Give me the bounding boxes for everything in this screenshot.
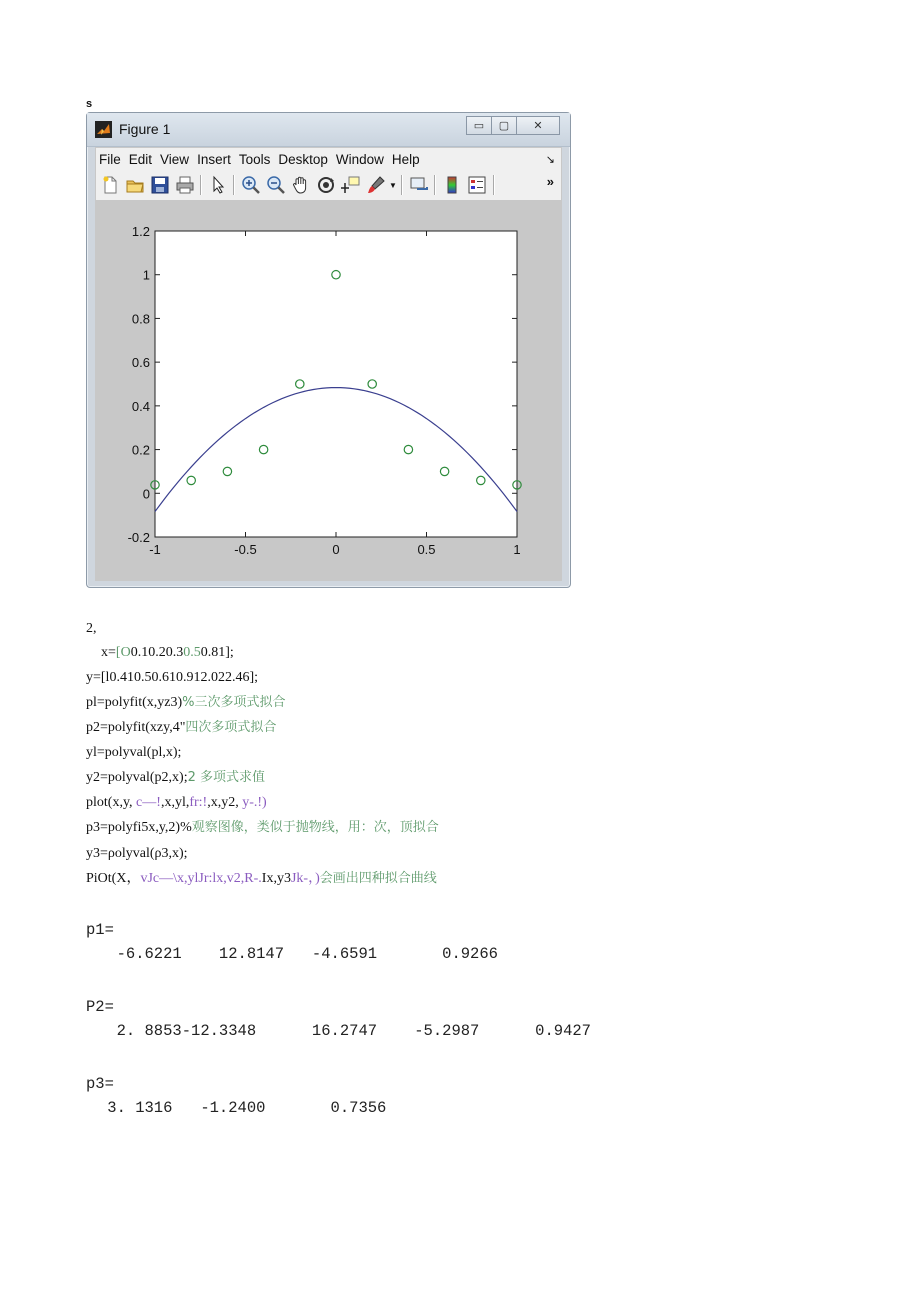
output-values: 3. 1316 -1.2400 0.7356 [98, 1099, 387, 1117]
section-number: 2, [86, 621, 97, 636]
x-tick-label: 0.5 [417, 542, 436, 557]
code-string: Jk-，) [290, 871, 320, 886]
y-tick-label: 1.2 [131, 224, 150, 239]
output-label: P2= [86, 998, 114, 1016]
plot-area [155, 231, 517, 537]
code-text: z [164, 695, 171, 710]
code-line [86, 694, 286, 712]
code-line [86, 794, 267, 812]
y-tick-label: -0.2 [127, 530, 150, 545]
x-tick-label: 0 [332, 542, 340, 557]
code-text: y2=polyval(p2,x); [86, 770, 188, 785]
y-tick-label: 0.8 [131, 311, 150, 327]
close-button[interactable]: ✕ [516, 116, 560, 135]
toolbar-more-icon[interactable]: » [546, 174, 554, 189]
code-string: ) [262, 795, 267, 810]
page-mark: s [86, 98, 93, 110]
code-text: Ix,y3 [261, 871, 291, 886]
code-line [86, 769, 265, 787]
code-comment: %三次多项式拟合 [182, 695, 286, 710]
dock-arrow-icon[interactable]: ↘ [545, 153, 555, 166]
code-text: PiOt(X， [86, 871, 141, 886]
code-text: p2=polyfit(x [86, 720, 157, 735]
code-text: y,4" [163, 720, 186, 735]
code-text: yl=polyval(pl,x); [86, 745, 182, 760]
code-text: pl=polyfit(x,y [86, 695, 165, 710]
menu-view[interactable]: View [160, 151, 190, 167]
code-text: x= [101, 645, 116, 660]
menu-help[interactable]: Help [391, 151, 420, 167]
code-comment: 四次多项式拟合 [185, 720, 277, 735]
code-line [86, 719, 276, 737]
output-label: p3= [86, 1075, 114, 1093]
y-tick-label: 0.4 [131, 398, 150, 414]
code-comment: [O [115, 645, 131, 660]
code-text: 0.10.20.3 [130, 645, 184, 660]
code-line [86, 819, 439, 837]
code-line [101, 644, 234, 662]
menu-tools[interactable]: Tools [238, 151, 271, 167]
brush-dropdown-icon[interactable]: ▼ [389, 181, 397, 190]
code-comment: 观察图像，类似于抛物线，用：次，顶拟合 [191, 820, 439, 835]
code-line [86, 744, 181, 762]
code-text: 3) [170, 695, 183, 710]
code-text: ,x,y2, [207, 795, 239, 810]
figure-title: Figure 1 [119, 121, 171, 137]
code-string: vJc—\x,ylJr:lx,v2, [140, 871, 245, 886]
minimize-button[interactable]: ▭ [466, 116, 492, 135]
menu-desktop[interactable]: Desktop [278, 151, 328, 167]
y-tick-label: 0.2 [131, 442, 150, 458]
code-line [86, 669, 258, 687]
code-text: plot(x,y, [86, 795, 133, 810]
maximize-button[interactable]: ▢ [491, 116, 517, 135]
scatter-chart [86, 112, 569, 586]
code-text: z [156, 720, 164, 735]
code-line [86, 870, 437, 888]
code-comment: 会画出四种拟合曲线 [319, 871, 437, 886]
menu-window[interactable]: Window [335, 151, 384, 167]
code-text: p3=polyfi5x,y,2)% [86, 820, 192, 835]
code-comment: 0.5 [183, 645, 201, 660]
code-string: R-. [244, 871, 262, 886]
menu-edit[interactable]: Edit [128, 151, 153, 167]
x-tick-label: -0.5 [234, 542, 257, 557]
y-tick-label: 1 [142, 267, 150, 283]
y-tick-label: 0.6 [131, 355, 150, 371]
code-string: y-.! [238, 795, 263, 810]
code-text: y3=ρolyval(ρ3,x); [86, 846, 188, 861]
code-line [86, 845, 188, 863]
output-values: 2. 8853-12.3348 16.2747 -5.2987 0.9427 [98, 1022, 591, 1040]
code-comment: 2 多项式求值 [187, 770, 266, 785]
code-string: fr:! [189, 795, 208, 810]
code-text: y=[l0.410.50.610.912.022.46]; [86, 670, 258, 685]
output-values: -6.6221 12.8147 -4.6591 0.9266 [98, 945, 498, 963]
x-tick-label: 1 [513, 542, 521, 557]
code-text: 0.81]; [200, 645, 234, 660]
code-text: ,x,yl, [160, 795, 190, 810]
menu-insert[interactable]: Insert [197, 151, 231, 167]
code-string: c—! [132, 795, 161, 810]
y-tick-label: 0 [142, 486, 150, 502]
output-label: p1= [86, 921, 114, 939]
x-tick-label: -1 [149, 542, 161, 557]
menu-file[interactable]: File [99, 151, 121, 167]
